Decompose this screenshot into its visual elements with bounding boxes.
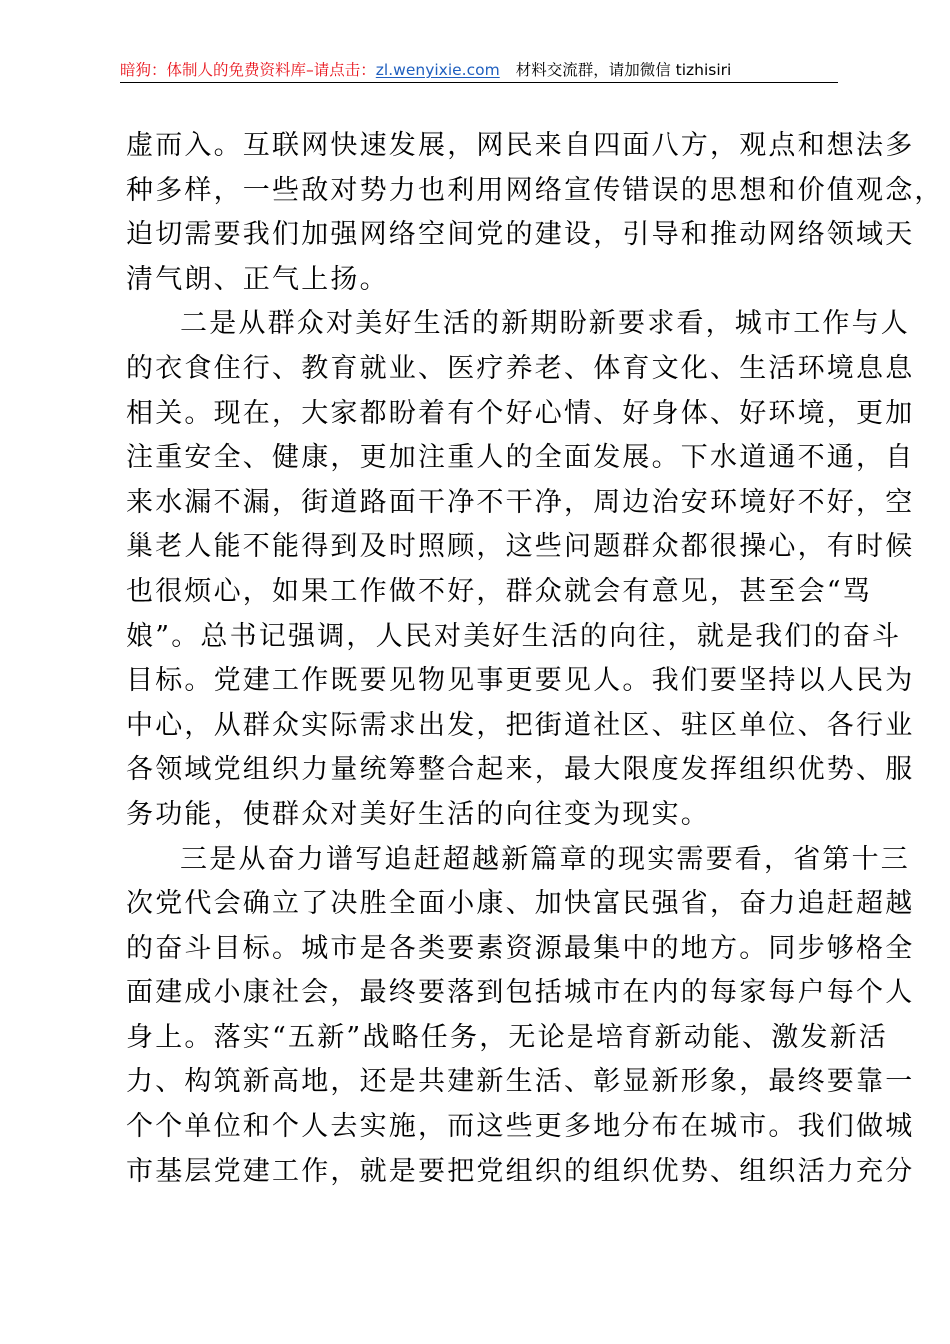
text-line: 目标。党建工作既要见物见事更要见人。我们要坚持以人民为 bbox=[126, 665, 915, 697]
text-line: 务功能，使群众对美好生活的向往变为现实。 bbox=[126, 798, 710, 830]
header-prompt: –请点击： bbox=[306, 61, 376, 79]
text-line: 来水漏不漏，街道路面干净不干净，周边治安环境好不好，空 bbox=[126, 486, 915, 518]
text-line: 身上。落实“五新”战略任务，无论是培育新动能、激发新活 bbox=[126, 1021, 889, 1053]
text-line: 力、构筑新高地，还是共建新生活、彰显新形象，最终要靠一 bbox=[126, 1066, 915, 1098]
text-line: 的衣食住行、教育就业、医疗养老、体育文化、生活环境息息 bbox=[126, 352, 915, 384]
text-line: 种多样，一些敌对势力也利用网络宣传错误的思想和价值观念， bbox=[126, 174, 944, 206]
text-line: 个个单位和个人去实施，而这些更多地分布在城市。我们做城 bbox=[126, 1111, 915, 1143]
header-link[interactable]: zl.wenyixie.com bbox=[375, 61, 500, 79]
text-line: 中心，从群众实际需求出发，把街道社区、驻区单位、各行业 bbox=[126, 709, 915, 741]
document-body bbox=[126, 124, 944, 1194]
text-line: 注重安全、健康，更加注重人的全面发展。下水道通不通，自 bbox=[126, 442, 915, 474]
text-line: 各领域党组织力量统筹整合起来，最大限度发挥组织优势、服 bbox=[126, 754, 915, 786]
header-divider bbox=[120, 82, 838, 83]
text-line: 巢老人能不能得到及时照顾，这些问题群众都很操心，有时候 bbox=[126, 531, 915, 563]
text-line: 虚而入。互联网快速发展，网民来自四面八方，观点和想法多 bbox=[126, 130, 915, 161]
text-line: 的奋斗目标。城市是各类要素资源最集中的地方。同步够格全 bbox=[126, 932, 915, 964]
text-line: 也很烦心，如果工作做不好，群众就会有意见，甚至会“骂 bbox=[126, 575, 873, 607]
text-line: 相关。现在，大家都盼着有个好心情、好身体、好环境，更加 bbox=[126, 397, 915, 429]
text-line: 娘”。总书记强调，人民对美好生活的向往，就是我们的奋斗 bbox=[126, 620, 902, 652]
header-brand: 暗狗：体制人的免费资料库 bbox=[120, 61, 307, 79]
text-line: 迫切需要我们加强网络空间党的建设，引导和推动网络领域天 bbox=[126, 219, 915, 251]
text-line: 面建成小康社会，最终要落到包括城市在内的每家每户每个人 bbox=[126, 977, 915, 1009]
text-line: 市基层党建工作，就是要把党组织的组织优势、组织活力充分 bbox=[126, 1155, 915, 1187]
page-header bbox=[120, 58, 838, 82]
text-line: 三是从奋力谱写追赶超越新篇章的现实需要看，省第十三 bbox=[180, 843, 910, 875]
text-line: 二是从群众对美好生活的新期盼新要求看，城市工作与人 bbox=[180, 308, 910, 340]
text-line: 清气朗、正气上扬。 bbox=[126, 263, 389, 295]
text-line: 次党代会确立了决胜全面小康、加快富民强省，奋力追赶超越 bbox=[126, 888, 915, 920]
header-contact: 材料交流群，请加微信 tizhisiri bbox=[515, 61, 732, 79]
